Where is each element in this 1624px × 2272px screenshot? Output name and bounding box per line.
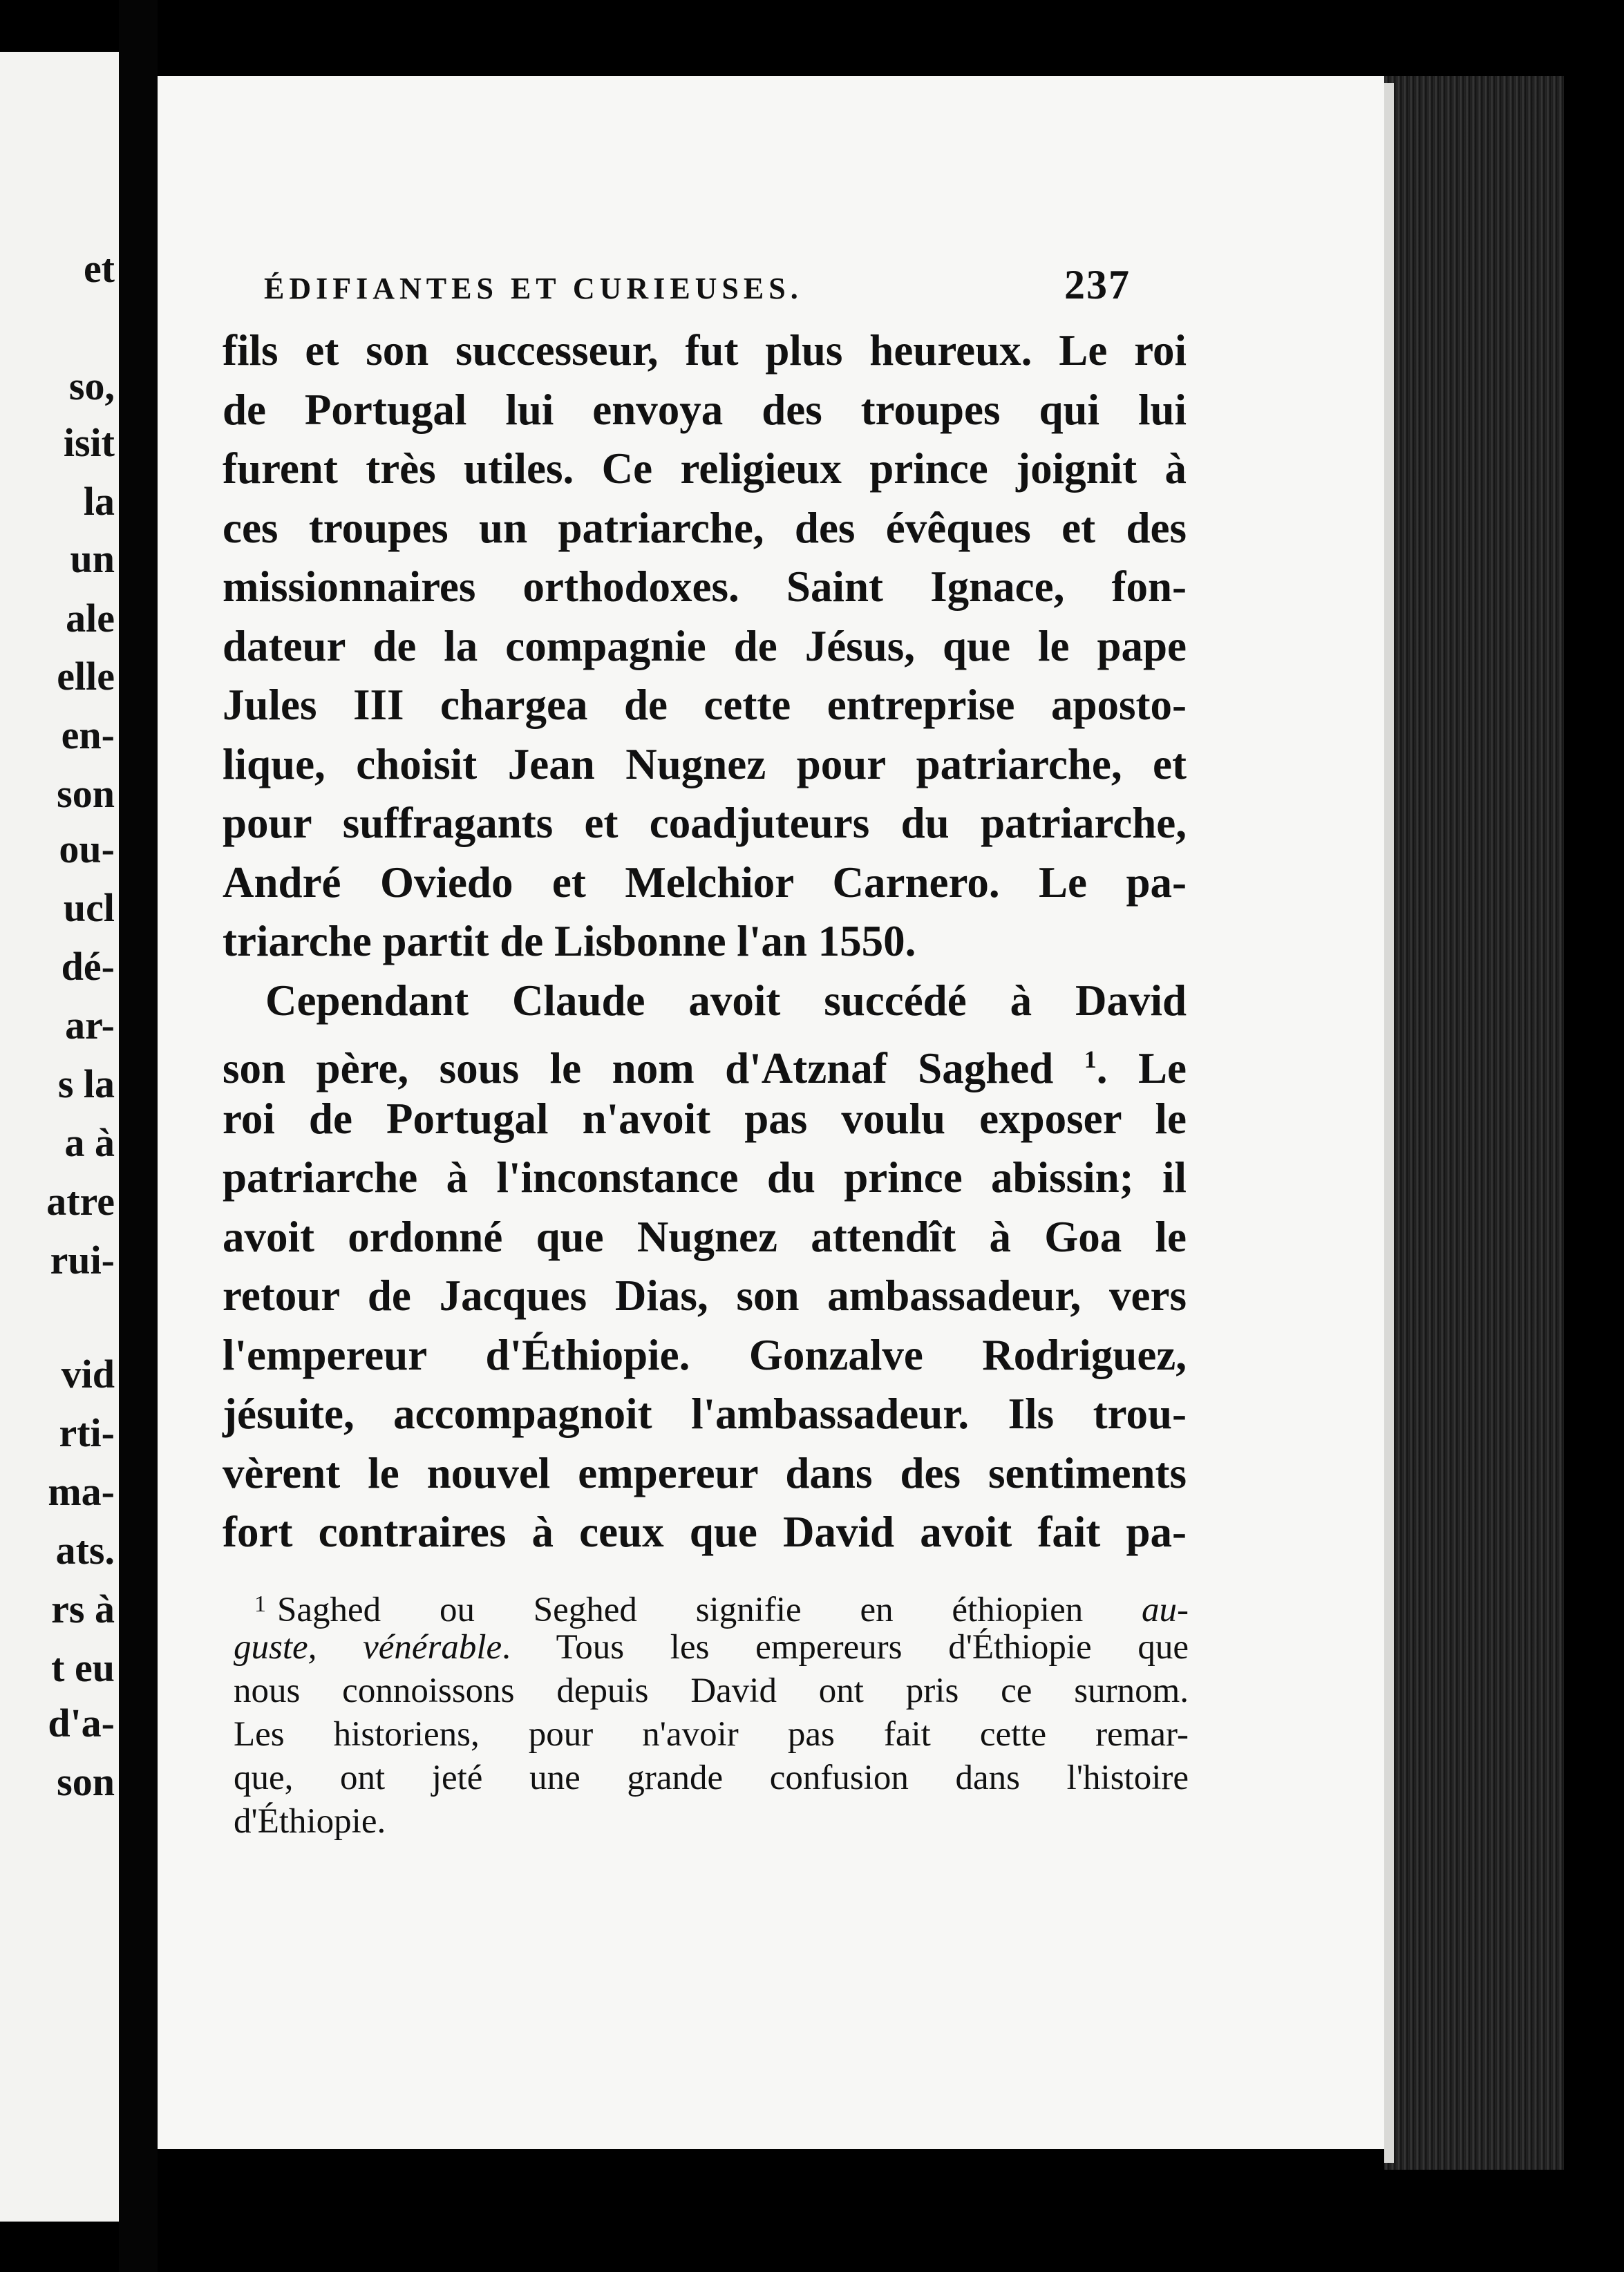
text-line: Cependant Claude avoit succédé à David	[265, 976, 1187, 1025]
footnote-reference: 1	[1084, 1045, 1097, 1073]
text-line: pour suffragants et coadjuteurs du patriarche,	[223, 799, 1187, 847]
text-line: missionnaires orthodoxes. Saint Ignace, fon-	[223, 562, 1187, 611]
running-head: ÉDIFIANTES ET CURIEUSES.	[264, 272, 803, 305]
text-line: triarche partit de Lisbonne l'an 1550.	[223, 917, 916, 965]
left-facing-page	[0, 52, 119, 2222]
footnote-line: Les historiens, pour n'avoir pas fait cette remar-	[234, 1715, 1189, 1754]
left-page-line: rs à	[51, 1587, 115, 1631]
left-page-line: ats.	[55, 1528, 115, 1573]
footnote-line	[234, 1582, 1189, 1629]
left-page-line: rui-	[50, 1238, 115, 1282]
text-line: André Oviedo et Melchior Carnero. Le pa-	[223, 858, 1187, 907]
left-page-line: et	[83, 246, 115, 291]
left-page-line: ma-	[48, 1469, 115, 1514]
footnote-marker: 1	[254, 1591, 266, 1617]
left-page-line: ar-	[65, 1003, 115, 1048]
left-page-line: isit	[63, 420, 115, 465]
text-line: jésuite, accompagnoit l'ambassadeur. Ils trou-	[223, 1390, 1187, 1438]
text-line: retour de Jacques Dias, son ambassadeur, vers	[223, 1271, 1187, 1320]
text-line: roi de Portugal n'avoit pas voulu exposer le	[223, 1094, 1187, 1143]
left-page-line: son	[57, 771, 115, 816]
paragraph-1	[223, 321, 1187, 972]
left-page-line: un	[70, 536, 115, 581]
left-page-line: rti-	[59, 1410, 115, 1455]
footnote	[234, 1582, 1189, 1844]
left-page-line: dé-	[61, 944, 115, 989]
left-page-line: atre	[46, 1179, 115, 1224]
body-text	[223, 321, 1187, 1562]
left-page-line: so,	[68, 363, 115, 408]
left-page-line: t eu	[51, 1645, 115, 1690]
book-edge	[1384, 76, 1564, 2170]
text-line: avoit ordonné que Nugnez attendît à Goa le	[223, 1212, 1187, 1261]
paragraph-2	[223, 972, 1187, 1562]
text-line: lique, choisit Jean Nugnez pour patriarche, et	[223, 739, 1187, 788]
left-page-line: ucl	[63, 885, 115, 930]
left-page-line: ale	[66, 596, 115, 641]
left-page-line: son	[57, 1759, 115, 1804]
text-line: fils et son successeur, fut plus heureux. Le roi	[223, 326, 1187, 375]
footnote-line	[234, 1626, 1189, 1669]
left-page-line: s la	[57, 1061, 115, 1106]
text-line: l'empereur d'Éthiopie. Gonzalve Rodriguez,	[223, 1330, 1187, 1379]
text-line: vèrent le nouvel empereur dans des sentiments	[223, 1448, 1187, 1497]
text-line: fort contraires à ceux que David avoit fait pa-	[223, 1508, 1187, 1556]
left-page-line: d'a-	[48, 1701, 115, 1745]
text-span: son père, sous le nom d'Atznaf Saghed	[223, 1044, 1084, 1092]
text-line: dateur de la compagnie de Jésus, que le pape	[223, 621, 1187, 670]
left-page-line: ou-	[59, 826, 115, 871]
footnote-line: que, ont jeté une grande confusion dans l'histoire	[234, 1759, 1189, 1797]
text-span: Saghed ou Seghed signifie en éthiopien	[277, 1591, 1142, 1629]
italic-span: au-	[1142, 1591, 1189, 1629]
text-span: . Tous les empereurs d'Éthiopie que	[502, 1628, 1189, 1667]
italic-span: guste, vénérable	[234, 1628, 502, 1667]
left-page-line: vid	[61, 1352, 115, 1397]
text-line: ces troupes un patriarche, des évêques et des	[223, 503, 1187, 552]
text-line: furent très utiles. Ce religieux prince joignit à	[223, 444, 1187, 493]
left-page-line: en-	[61, 712, 115, 757]
left-page-line: la	[83, 479, 115, 524]
page-number: 237	[1064, 262, 1131, 307]
text-line: de Portugal lui envoya des troupes qui lui	[223, 385, 1187, 434]
left-page-line: a à	[64, 1120, 115, 1165]
footnote-line: d'Éthiopie.	[234, 1802, 386, 1841]
footnote-line: nous connoissons depuis David ont pris ce surnom.	[234, 1672, 1189, 1710]
text-line: patriarche à l'inconstance du prince abissin; il	[223, 1153, 1187, 1202]
text-line	[223, 1030, 1187, 1090]
binding-gutter	[119, 0, 158, 2272]
left-page-line: elle	[57, 654, 115, 699]
text-line: Jules III chargea de cette entreprise aposto-	[223, 681, 1187, 729]
text-span: . Le	[1096, 1044, 1187, 1092]
page-edge-highlight	[1384, 83, 1394, 2163]
